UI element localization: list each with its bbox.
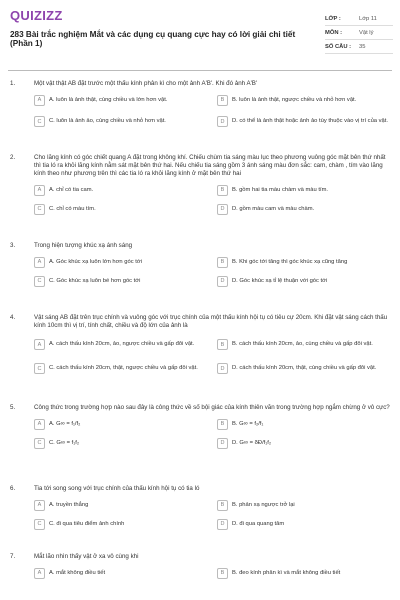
options-grid — [34, 93, 392, 131]
option-letter: C — [34, 363, 45, 374]
question-2 — [10, 154, 392, 216]
option-letter: B — [217, 95, 228, 106]
question-number: 1. — [10, 80, 16, 87]
options-grid — [34, 566, 392, 580]
question-number: 4. — [10, 314, 16, 321]
question-3 — [10, 242, 392, 288]
option-text: D. gồm màu cam và màu chàm. — [232, 205, 315, 212]
option-letter: B — [217, 339, 228, 350]
option-text: B. đeo kính phân kì và mắt không điều tiết — [232, 569, 341, 576]
option-letter: A — [34, 185, 45, 196]
option-letter: A — [34, 500, 45, 511]
option-a[interactable] — [34, 498, 209, 512]
question-text: Trong hiện tượng khúc xạ ánh sáng — [34, 242, 133, 249]
option-text: B. luôn là ảnh thật, ngược chiều và nhỏ hơn vật. — [232, 96, 357, 103]
question-number: 6. — [10, 485, 16, 492]
question-6 — [10, 485, 392, 531]
meta-key: SỐ CÂU : — [325, 43, 352, 50]
option-b[interactable] — [217, 566, 392, 580]
option-letter: C — [34, 438, 45, 449]
question-text: Một vật thật AB đặt trước một thấu kính phân kì cho một ảnh A'B'. Khi đó ảnh A'B' — [34, 80, 258, 87]
option-text: C. Góc khúc xạ luôn bé hơn góc tới — [49, 277, 141, 284]
question-text: Cho lăng kính có góc chiết quang A đặt trong không khí. Chiếu chùm tia sáng màu lục theo phương vuông góc mặt bên thứ nhất thì tia ló ra khỏi lăng kính nằm sát mặt bên thứ hai. Nếu chiếu tia sáng gồm 3 ánh sáng màu đơn sắc: cam, chàm , tím vào lăng kính theo như phương trên thì các tia ló ra khỏi lăng kính ở mặt bên thứ hai — [34, 154, 386, 177]
option-letter: D — [217, 276, 228, 287]
option-c[interactable] — [34, 112, 209, 131]
question-7 — [10, 553, 392, 580]
question-number: 2. — [10, 154, 16, 161]
option-text: A. G∞ = f₁/f₂ — [49, 420, 81, 427]
option-text: D. đi qua quang tâm — [232, 520, 285, 527]
option-d[interactable] — [217, 436, 392, 450]
option-letter: D — [217, 438, 228, 449]
option-d[interactable] — [217, 112, 392, 131]
option-letter: B — [217, 500, 228, 511]
option-a[interactable] — [34, 417, 209, 431]
option-b[interactable] — [217, 183, 392, 197]
option-text: B. cách thấu kính 20cm, ảo, cùng chiều và gấp đôi vật. — [232, 341, 373, 347]
option-text: B. phản xạ ngược trở lại — [232, 501, 295, 508]
option-letter: D — [217, 116, 228, 127]
option-b[interactable] — [217, 93, 392, 107]
question-text: Tia tới song song với trục chính của thấu kính hội tụ có tia ló — [34, 485, 200, 492]
options-grid — [34, 183, 392, 216]
question-number: 7. — [10, 553, 16, 560]
option-letter: D — [217, 204, 228, 215]
option-c[interactable] — [34, 436, 209, 450]
question-5 — [10, 404, 392, 450]
option-text: C. cách thấu kính 20cm, thật, ngược chiều và gấp đôi vật. — [49, 365, 198, 371]
quizizz-logo: QUIZIZZ — [10, 8, 63, 23]
option-text: A. luôn là ảnh thật, cùng chiều và lớn hơn vật. — [49, 96, 168, 103]
meta-value: 35 — [359, 43, 366, 50]
option-letter: A — [34, 419, 45, 430]
option-letter: B — [217, 568, 228, 579]
option-a[interactable] — [34, 183, 209, 197]
header-divider — [8, 70, 392, 71]
option-b[interactable] — [217, 498, 392, 512]
option-letter: B — [217, 257, 228, 268]
option-c[interactable] — [34, 517, 209, 531]
question-number: 3. — [10, 242, 16, 249]
meta-value: Lớp 11 — [359, 15, 377, 22]
option-c[interactable] — [34, 359, 209, 378]
options-grid — [34, 255, 392, 288]
option-b[interactable] — [217, 417, 392, 431]
option-letter: C — [34, 204, 45, 215]
option-text: C. chỉ có màu tím. — [49, 205, 96, 212]
option-text: D. Góc khúc xạ tỉ lệ thuận với góc tới — [232, 277, 328, 284]
option-a[interactable] — [34, 335, 209, 354]
option-text: D. có thể là ảnh thật hoặc ảnh ảo tùy thuộc vào vị trí của vật. — [232, 118, 388, 124]
option-text: B. gồm hai tia màu chàm và màu tím. — [232, 186, 329, 193]
meta-value: Vật lý — [359, 29, 374, 36]
option-text: D. G∞ = δĐ/f₁f₂ — [232, 439, 272, 446]
option-b[interactable] — [217, 255, 392, 269]
option-d[interactable] — [217, 359, 392, 378]
option-letter: B — [217, 419, 228, 430]
option-letter: C — [34, 519, 45, 530]
option-text: C. luôn là ảnh ảo, cùng chiều và nhỏ hơn vật. — [49, 118, 166, 124]
options-grid — [34, 498, 392, 531]
option-a[interactable] — [34, 566, 209, 580]
option-text: A. truyền thẳng — [49, 501, 89, 508]
option-a[interactable] — [34, 255, 209, 269]
option-text: D. cách thấu kính 20cm, thật, cùng chiều và gấp đôi vật. — [232, 365, 377, 371]
page-title: 283 Bài trắc nghiệm Mắt và các dụng cụ quang cực hay có lời giải chi tiết (Phần 1) — [10, 30, 296, 48]
option-c[interactable] — [34, 202, 209, 216]
option-letter: A — [34, 257, 45, 268]
meta-row-count — [325, 40, 393, 54]
options-grid — [34, 417, 392, 450]
meta-panel — [325, 12, 393, 54]
option-letter: A — [34, 95, 45, 106]
option-letter: A — [34, 339, 45, 350]
question-number: 5. — [10, 404, 16, 411]
question-4 — [10, 314, 392, 378]
option-text: A. mắt không điều tiết — [49, 569, 106, 576]
option-c[interactable] — [34, 274, 209, 288]
question-text: Mắt lão nhìn thấy vật ở xa vô cùng khi — [34, 553, 139, 560]
option-d[interactable] — [217, 517, 392, 531]
option-letter: D — [217, 519, 228, 530]
option-letter: C — [34, 276, 45, 287]
option-text: C. đi qua tiêu điểm ảnh chính — [49, 520, 125, 527]
meta-row-class — [325, 12, 393, 26]
meta-key: MÔN : — [325, 29, 343, 36]
option-text: B. G∞ = f₂/f₁ — [232, 420, 264, 427]
option-d[interactable] — [217, 274, 392, 288]
option-text: B. Khi góc tới tăng thì góc khúc xạ cũng tăng — [232, 258, 348, 265]
options-grid — [34, 335, 392, 378]
question-text: Vật sáng AB đặt trên trục chính và vuông góc với trục chính của một thấu kính hội tụ có tiêu cự 20cm. Khi đặt vật sáng cách thấu kính 10cm thì vị trí, tính chất, chiều và độ lớn của ảnh là — [34, 314, 388, 329]
meta-row-subject — [325, 26, 393, 40]
question-text: Công thức trong trường hợp nào sau đây là công thức về số bội giác của kính thiên văn trong trường hợp ngắm chừng ở vô cực? — [34, 404, 390, 411]
meta-key: LỚP : — [325, 15, 341, 22]
option-letter: A — [34, 568, 45, 579]
option-d[interactable] — [217, 202, 392, 216]
option-letter: D — [217, 363, 228, 374]
option-letter: C — [34, 116, 45, 127]
option-b[interactable] — [217, 335, 392, 354]
option-text: C. G∞ = f₁f₂ — [49, 439, 80, 446]
question-1 — [10, 80, 392, 131]
option-letter: B — [217, 185, 228, 196]
option-text: A. Góc khúc xạ luôn lớn hơn góc tới — [49, 258, 142, 265]
option-a[interactable] — [34, 93, 209, 107]
option-text: A. cách thấu kính 20cm, ảo, ngược chiều và gấp đôi vật. — [49, 341, 195, 347]
option-text: A. chỉ có tia cam. — [49, 186, 94, 193]
